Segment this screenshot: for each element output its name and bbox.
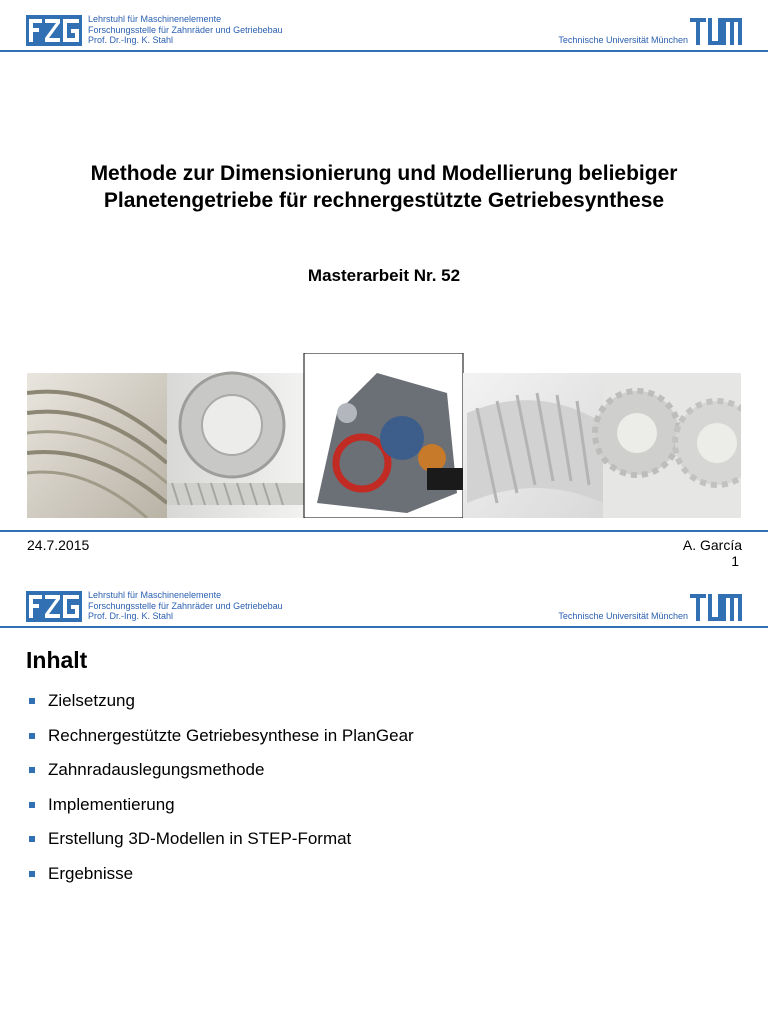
list-item xyxy=(28,863,414,898)
bullet-icon xyxy=(29,871,35,877)
section-heading: Inhalt xyxy=(26,647,88,673)
university-name: Technische Universität München xyxy=(558,611,688,621)
slide-header xyxy=(0,576,768,624)
institute-line: Prof. Dr.-Ing. K. Stahl xyxy=(88,611,174,621)
list-item xyxy=(28,759,414,794)
list-item xyxy=(28,794,414,829)
bullet-icon xyxy=(29,733,35,739)
gear-image-strip xyxy=(27,353,741,518)
header-divider xyxy=(0,50,768,52)
footer-divider xyxy=(0,530,768,532)
bullet-icon xyxy=(29,767,35,773)
list-item-label: Ergebnisse xyxy=(48,863,134,883)
contents-slide xyxy=(0,576,768,1024)
bullet-icon xyxy=(29,698,35,704)
list-item-label: Zielsetzung xyxy=(48,691,135,710)
university-name: Technische Universität München xyxy=(558,35,688,45)
author-name: A. García xyxy=(682,537,742,553)
presentation-subtitle: Masterarbeit Nr. 52 xyxy=(307,266,461,285)
fzg-logo xyxy=(26,591,82,622)
list-item xyxy=(28,725,414,760)
institute-info xyxy=(88,590,283,622)
list-item-label: Zahnradauslegungsmethode xyxy=(48,760,265,780)
bullet-icon xyxy=(29,802,35,808)
list-item xyxy=(28,828,414,863)
list-item xyxy=(28,690,414,725)
institute-line: Lehrstuhl für Maschinenelemente xyxy=(88,14,222,24)
institute-line: Forschungsstelle für Zahnräder und Getriebebau xyxy=(88,600,283,611)
fzg-logo xyxy=(26,15,82,46)
presentation-date: 24.7.2015 xyxy=(27,537,90,553)
table-of-contents xyxy=(28,690,414,898)
page-number: 1 xyxy=(731,553,739,569)
institute-info xyxy=(88,14,283,46)
bullet-icon xyxy=(29,836,35,842)
header-divider xyxy=(0,626,768,628)
list-item-label: Erstellung 3D-Modellen in STEP-Format xyxy=(48,829,352,849)
tum-logo xyxy=(690,594,742,621)
presentation-title: Methode zur Dimensionierung und Modellierung beliebiger Planetengetriebe für rechnergestützte Getriebesynthese xyxy=(90,162,678,212)
institute-line: Forschungsstelle für Zahnräder und Getriebebau xyxy=(88,24,283,35)
list-item-label: Implementierung xyxy=(48,794,175,814)
slide-header xyxy=(0,0,768,48)
list-item-label: Rechnergestützte Getriebesynthese in PlanGear xyxy=(48,725,414,745)
institute-line: Prof. Dr.-Ing. K. Stahl xyxy=(88,35,174,45)
institute-line: Lehrstuhl für Maschinenelemente xyxy=(88,590,222,600)
tum-logo xyxy=(690,18,742,45)
